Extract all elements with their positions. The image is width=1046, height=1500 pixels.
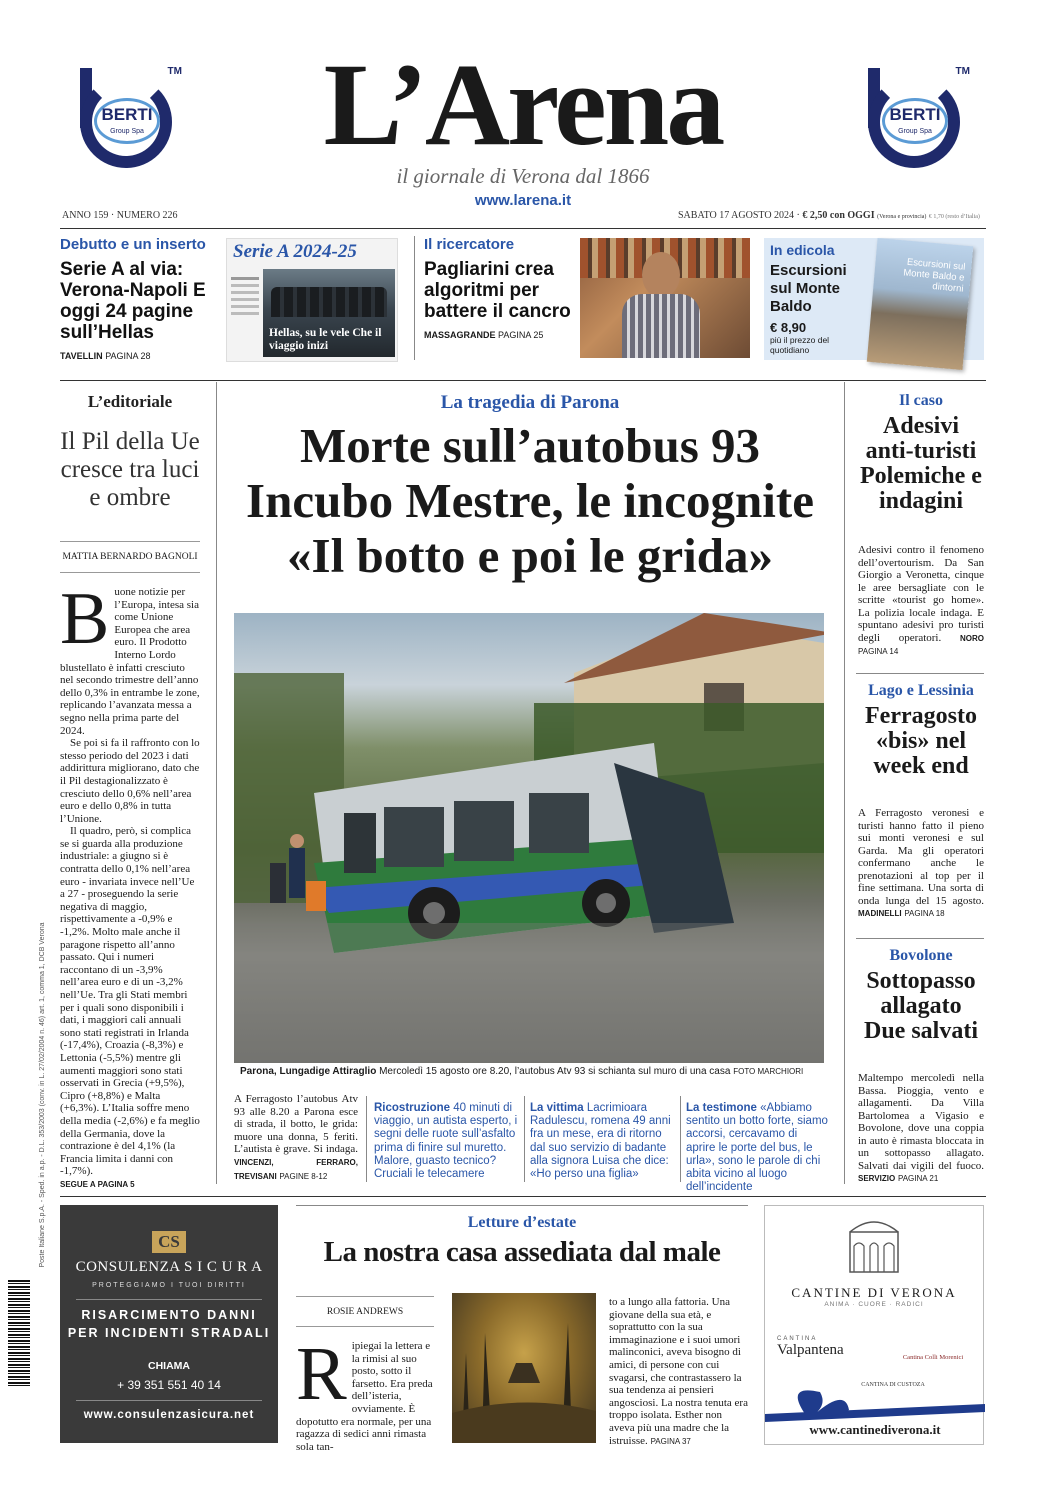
cantine-emblem-icon bbox=[844, 1216, 904, 1276]
masthead: L’Arena bbox=[323, 39, 723, 170]
berti-logo-right: BERTI Group Spa TM bbox=[860, 62, 970, 172]
lead-headline[interactable]: Morte sull’autobus 93 Incubo Mestre, le incognite «Il botto e poi le grida» bbox=[246, 418, 814, 583]
right-story-adesivi[interactable]: Il caso Adesivi anti-turisti Polemiche e indagini Adesivi contro il fenomeno dell’overtourism. Da San Giorgio a Veronetta, cinque le aree bersagliate con le scritte «tourist go home». La polizia locale indaga. E spuntano adesivi pro turisti degli operatori. NORO PAGINA 14 bbox=[858, 392, 985, 656]
monte-baldo-book-promo[interactable]: In edicola Escursioni sul Monte Baldo € 8,90 più il prezzo del quotidiano Escursioni sul Monte Baldo e dintorni bbox=[764, 238, 984, 360]
lead-kicker: La tragedia di Parona bbox=[440, 392, 620, 413]
right-story-ferragosto[interactable]: Lago e Lessinia Ferragosto «bis» nel week end A Ferragosto veronesi e turisti hanno fatto il pieno sui monti veronesi e sul Garda. Ma gli operatori confermano anche le prenotazioni al top per il fine settimana. Una sorta di onda lunga del 15 agosto. MADINELLI PAGINA 18 bbox=[858, 682, 984, 918]
postal-spine-text: Poste Italiane S.p.A. - Sped. in a.p. - D.L. 353/2003 (conv. in L. 27/02/2004 n. 46) art. 1, comma 1, DCB Verona bbox=[39, 922, 46, 1268]
masthead-subtitle: il giornale di Verona dal 1866 bbox=[396, 164, 650, 188]
barcode bbox=[8, 1280, 30, 1388]
bus-crash-photo bbox=[234, 613, 824, 1063]
lead-sub-ricostruzione[interactable]: Ricostruzione 40 minuti di viaggio, un autista esperto, i segni delle ruote sull’asfalto prima di finire sul muretto. Malore, guasto tecnico? Cruciali le telecamere bbox=[374, 1102, 518, 1181]
lead-body: A Ferragosto l’autobus Atv 93 alle 8.20 a Parona esce di strada, il botto, le grida: muore una donna, 5 feriti. L’autista è grave. Si indaga. VINCENZI, FERRARO, TREVISANI PAGINE 8-12 bbox=[234, 1093, 358, 1181]
team-photo: Hellas, su le vele Che il viaggio inizi bbox=[263, 269, 395, 357]
summer-body-b: to a lungo alla fattoria. Una giovane della sua età, e soprattutto con la sua immaginazione e i suoi umori malinconici, aveva bisogno di amici, di persone con cui svagarsi, che contrastassero la sua tendenza ai pensieri angosciosi. La nostra tenuta era troppo isolata. Esther non aveva più una madre che la istruisse. PAGINA 37 bbox=[609, 1296, 748, 1447]
photo-caption: Parona, Lungadige Attiraglio Mercoledì 15 agosto ore 8.20, l’autobus Atv 93 si schianta sul muro di una casa FOTO MARCHIORI bbox=[240, 1066, 804, 1077]
editorial-title[interactable]: Il Pil della Ue cresce tra luci e ombre bbox=[60, 428, 200, 511]
teaser-serie-a[interactable]: Debutto e un inserto Serie A al via: Verona-Napoli E oggi 24 pagine sull’Hellas TAVELLIN PAGINA 28 bbox=[60, 236, 206, 361]
website-link[interactable]: www.larena.it bbox=[474, 192, 572, 209]
researcher-photo bbox=[580, 238, 750, 358]
serie-a-insert-cover[interactable]: Serie A 2024-25 Hellas, su le vele Che il viaggio inizi bbox=[226, 238, 398, 362]
bus-crash-illustration bbox=[234, 613, 824, 1063]
summer-headline[interactable]: La nostra casa assediata dal male bbox=[323, 1236, 721, 1268]
editorial-body: Buone notizie per l’Europa, intesa sia come Unione Europea che area euro. Il Prodotto Interno Lordo blustellato è infatti cresciuto nel secondo trimestre dell’anno dello 0,3% in entrambe le zone, replicando l’avanzata messa a segno nella prima parte del 2024. Se poi si fa il raffronto con lo stesso periodo del 2023 i dati addirittura migliorano, dato che il Pil destagionalizzato è cresciuto dello 0,6% nell’area euro e dello 0,8% in tutta l’Unione. Il quadro, però, si complica se si guarda alla produzione industriale: a giugno si è contratta dello 0,1% nell’area euro - invariata invece nell’Ue a 27 - proseguendo la serie negativa di maggio, rispettivamente a -0,9% e -1,2%. Molto male anche il paragone rispetto all’anno passato. Qui i numeri raccontano di un -3,9% nell’area euro e di un -3,2% nell’Ue. Tra gli Stati membri per i quali sono disponibili i dati, i maggiori cali annuali sono stati registrati in Irlanda (-17,4%), Croazia (-8,3%) e Lettonia (-5,5%) mentre gli aumenti maggiori sono stati osservati in Grecia (+9,5%), Cipro (+8,8%) e Malta (+6,3%). L’Italia soffre meno della media (-2,6%) e fa meglio della Germania, dove la contrazione è del 4,1% (la Francia limita i danni con -1,7%). SEGUE A PAGINA 5 bbox=[60, 586, 200, 1192]
cs-monogram: CS bbox=[152, 1231, 186, 1253]
teaser-ricercatore[interactable]: Il ricercatore Pagliarini crea algoritmi per battere il cancro MASSAGRANDE PAGINA 25 bbox=[424, 236, 571, 340]
book-cover: Escursioni sul Monte Baldo e dintorni bbox=[867, 238, 973, 370]
right-story-bovolone[interactable]: Bovolone Sottopasso allagato Due salvati Maltempo mercoledì nella Bassa. Pioggia, vento e allagamenti. Da Villa Bartolomea a Vigasio e Bovolone, dove una coppia in auto è rimasta bloccata in un sottopasso allagato. Salvati dai vigili del fuoco. SERVIZIO PAGINA 21 bbox=[858, 947, 984, 1183]
ad-consulenza-sicura[interactable]: CS CONSULENZA S I C U R A PROTEGGIAMO I TUOI DIRITTI RISARCIMENTO DANNI PER INCIDENTI STRADALI CHIAMA + 39 351 551 40 14 www.consulenzasicura.net bbox=[60, 1205, 278, 1443]
summer-body-a: Ripiegai la lettera e la rimisi al suo posto, sotto il farsetto. Era preda dell’isteria, ovviamente. È dopotutto era normale, per una ragazza di sedici anni rimasta sola tan- bbox=[296, 1332, 433, 1453]
summer-kicker: Letture d’estate bbox=[467, 1214, 577, 1231]
issue-number: ANNO 159 · NUMERO 226 bbox=[62, 210, 178, 221]
editorial-author: MATTIA BERNARDO BAGNOLI bbox=[62, 552, 198, 562]
issue-date-price: SABATO 17 AGOSTO 2024 · € 2,50 con OGGI (Verona e provincia) € 1,70 (resto d’Italia) bbox=[678, 210, 980, 221]
lead-sub-vittima[interactable]: La vittima Lacrimioara Radulescu, romena 49 anni fra un mese, era di ritorno dal suo servizio di badante alla signora Luisa che dice: «Ho perso una figlia» bbox=[530, 1102, 671, 1181]
editorial-continue[interactable]: SEGUE A PAGINA 5 bbox=[60, 1179, 135, 1189]
summer-author: ROSIE ANDREWS bbox=[326, 1307, 404, 1317]
painting-image bbox=[452, 1293, 596, 1443]
berti-logo-left: BERTI Group Spa TM bbox=[72, 62, 182, 172]
editorial-label-bold: L’editoriale bbox=[87, 392, 173, 411]
lead-sub-testimone[interactable]: La testimone «Abbiamo sentito un botto forte, siamo accorsi, cercavamo di aprire le porte del bus, le urla», sono le parole di chi abita vicino al luogo dell’incidente bbox=[686, 1102, 828, 1194]
ad-cantine-verona[interactable]: CANTINE DI VERONA ANIMA · CUORE · RADICI CANTINA Valpantena Cantina Colli Morenici CANTINA DI CUSTOZA www.cantinediverona.it bbox=[764, 1205, 984, 1445]
